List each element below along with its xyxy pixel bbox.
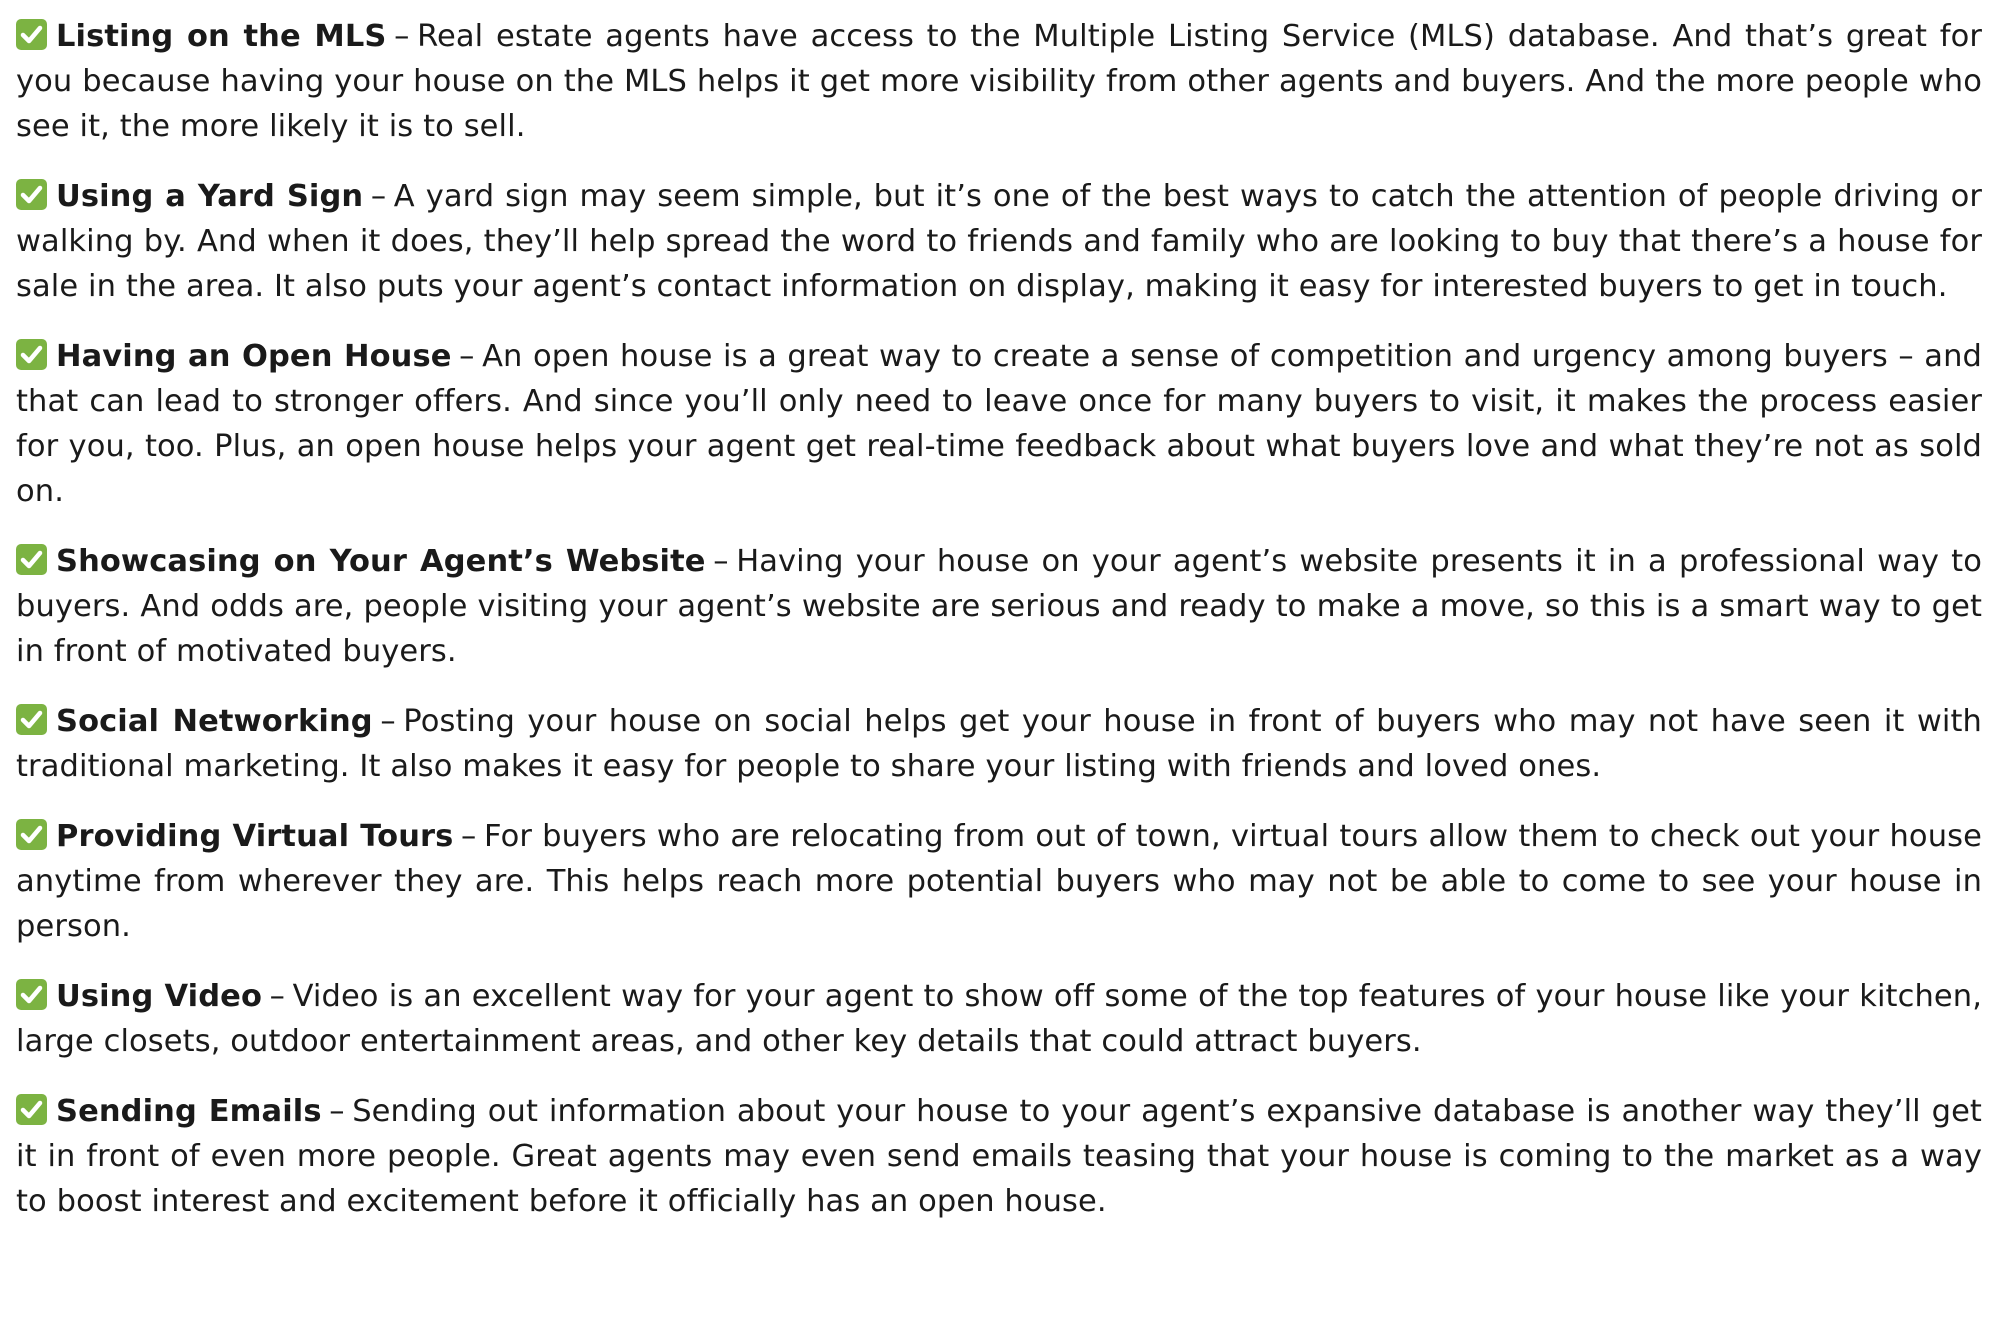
list-item-emails [16, 1089, 1982, 1224]
item-title: Social Networking [56, 704, 373, 739]
list-item-social-networking [16, 699, 1982, 789]
item-separator: – [713, 544, 729, 579]
item-title: Using a Yard Sign [56, 179, 364, 214]
item-body: For buyers who are relocating from out of town, virtual tours allow them to check out your house anytime from wherever they are. This helps reach more potential buyers who may not be able to come to see your house in person. [16, 819, 1982, 944]
list-item-agent-website [16, 539, 1982, 674]
item-separator: – [461, 819, 477, 854]
item-title: Listing on the MLS [56, 19, 387, 54]
check-mark-icon [16, 1094, 47, 1125]
item-separator: – [370, 179, 387, 214]
check-mark-icon [16, 544, 47, 575]
check-mark-icon [16, 19, 47, 50]
item-body: Video is an excellent way for your agent to show off some of the top features of your house like your kitchen, large closets, outdoor entertainment areas, and other key details that could attract buyers. [16, 979, 1982, 1059]
item-title: Using Video [56, 979, 262, 1014]
item-body: A yard sign may seem simple, but it’s one of the best ways to catch the attention of people driving or walking by. And when it does, they’ll help spread the word to friends and family who are looking to buy that there’s a house for sale in the area. It also puts your agent’s contact information on display, making it easy for interested buyers to get in touch. [16, 179, 1982, 304]
check-mark-icon [16, 704, 47, 735]
item-separator: – [380, 704, 396, 739]
item-body: Sending out information about your house to your agent’s expansive database is another way they’ll get it in front of even more people. Great agents may even send emails teasing that your house is coming to the market as a way to boost interest and excitement before it officially has an open house. [16, 1094, 1982, 1219]
item-separator: – [459, 339, 475, 374]
item-body: Posting your house on social helps get your house in front of buyers who may not have seen it with traditional marketing. It also makes it easy for people to share your listing with friends and loved ones. [16, 704, 1982, 784]
item-title: Sending Emails [56, 1094, 322, 1129]
check-mark-icon [16, 339, 47, 370]
list-item-mls [16, 14, 1982, 149]
item-title: Showcasing on Your Agent’s Website [56, 544, 706, 579]
check-mark-icon [16, 179, 47, 210]
list-item-virtual-tours [16, 814, 1982, 949]
item-separator: – [394, 19, 410, 54]
list-item-video [16, 974, 1982, 1064]
item-body: Having your house on your agent’s website presents it in a professional way to buyers. And odds are, people visiting your agent’s website are serious and ready to make a move, so this is a smart way to get in front of motivated buyers. [16, 544, 1982, 669]
item-body: An open house is a great way to create a sense of competition and urgency among buyers – and that can lead to stronger offers. And since you’ll only need to leave once for many buyers to visit, it makes the process easier for you, too. Plus, an open house helps your agent get real-time feedback about what buyers love and what they’re not as sold on. [16, 339, 1982, 509]
item-separator: – [329, 1094, 345, 1129]
check-mark-icon [16, 819, 47, 850]
check-mark-icon [16, 979, 47, 1010]
item-title: Having an Open House [56, 339, 452, 374]
item-title: Providing Virtual Tours [56, 819, 454, 854]
item-separator: – [269, 979, 285, 1014]
list-item-open-house [16, 334, 1982, 514]
item-body: Real estate agents have access to the Multiple Listing Service (MLS) database. And that’s great for you because having your house on the MLS helps it get more visibility from other agents and buyers. And the more people who see it, the more likely it is to sell. [16, 19, 1982, 144]
list-item-yard-sign [16, 174, 1982, 309]
